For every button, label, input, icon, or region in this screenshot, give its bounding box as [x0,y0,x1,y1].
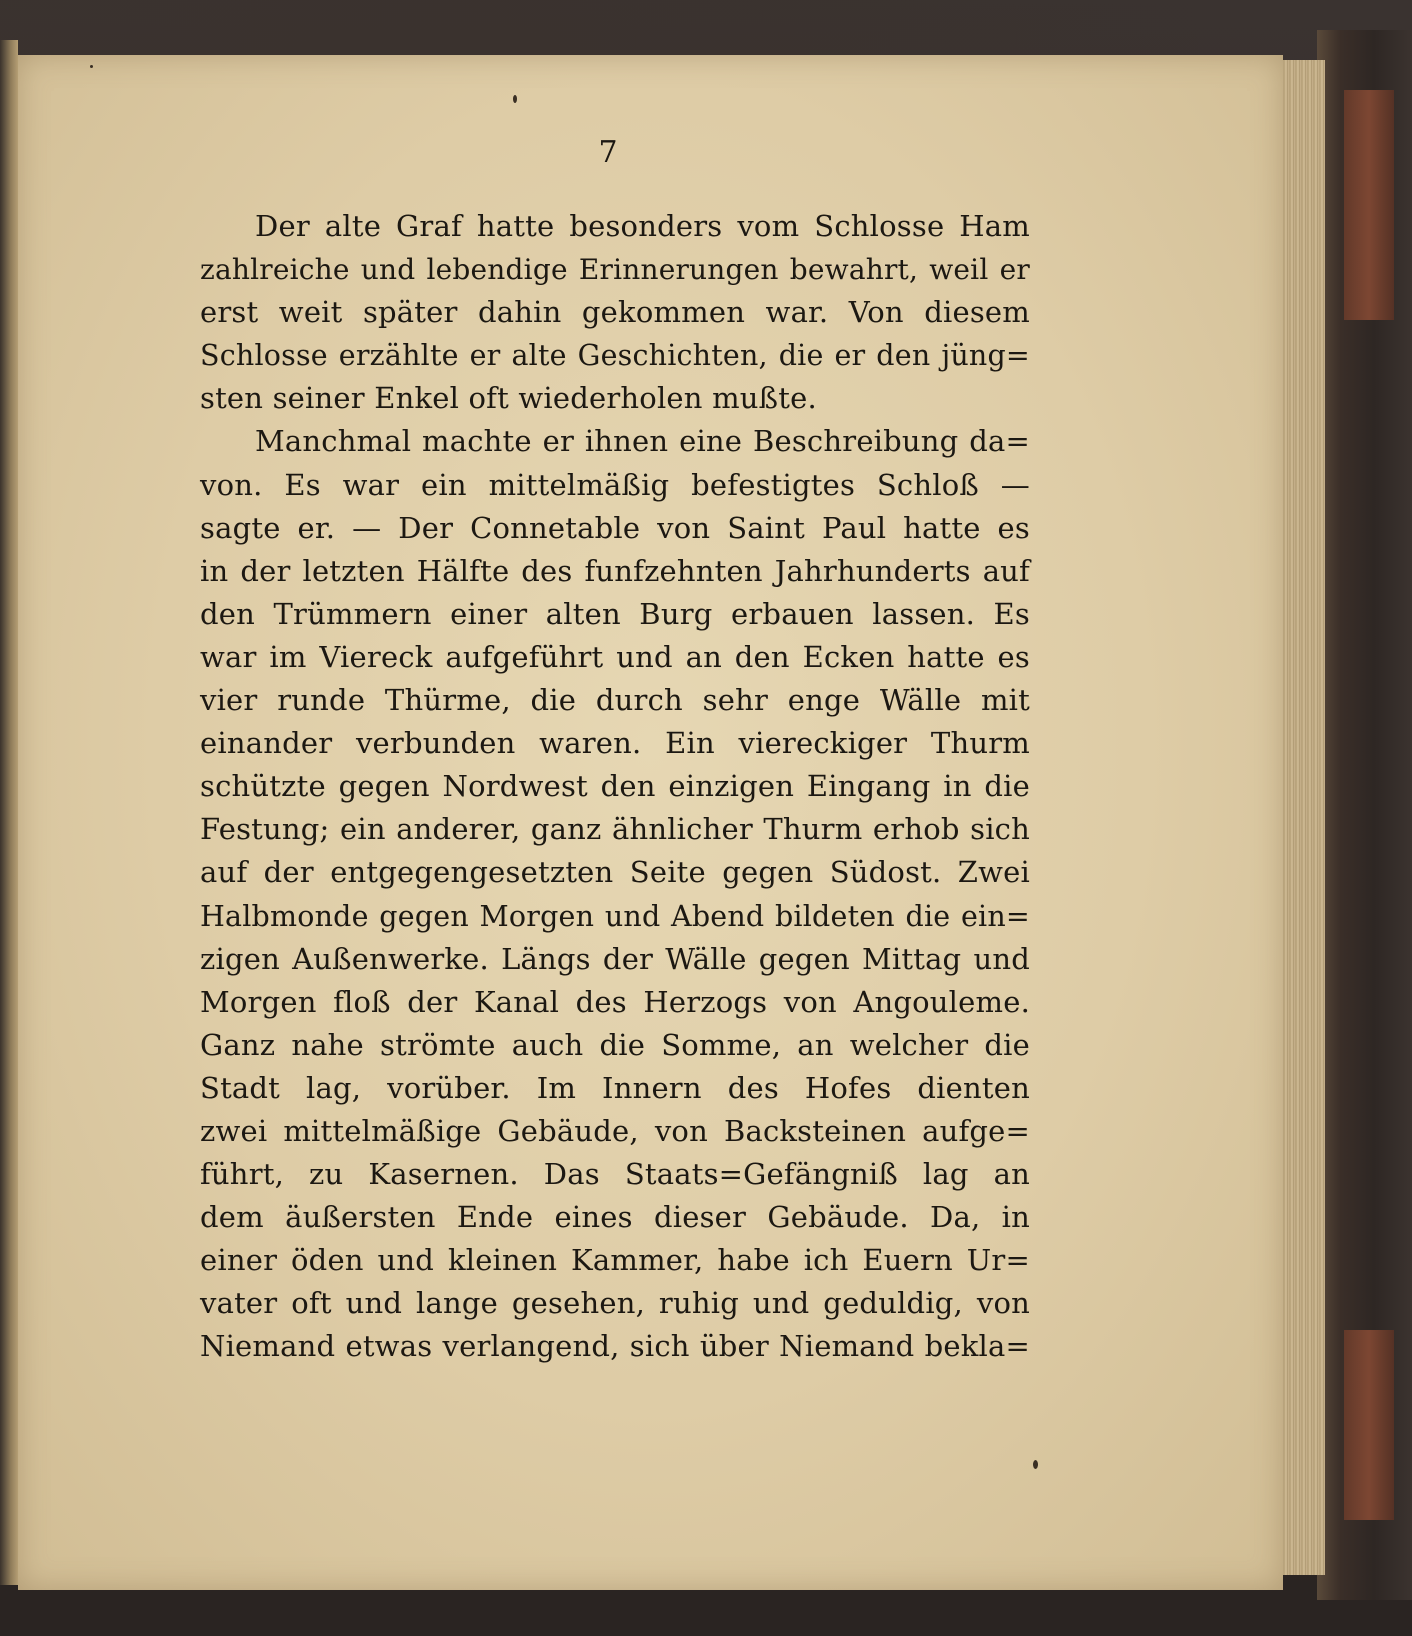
text-line: führt, zu Kasernen. Das Staats=Gefängniß lag an [200,1157,1030,1192]
text-line: einer öden und kleinen Kammer, habe ich Euern Ur= [200,1243,1030,1278]
text-line: in der letzten Hälfte des funfzehnten Jahrhunderts auf [200,553,1030,588]
leather-corner-bottom [1344,1330,1394,1520]
paper-speck [1033,1460,1038,1469]
text-line: vater oft und lange gesehen, ruhig und geduldig, von [200,1286,1030,1321]
text-line: Manchmal machte er ihnen eine Beschreibung da= [255,424,1030,459]
text-line: Halbmonde gegen Morgen und Abend bildeten die ein= [200,899,1030,933]
text-line: erst weit später dahin gekommen war. Von diesem [200,295,1030,330]
text-line: zwei mittelmäßige Gebäude, von Backsteinen aufge= [200,1113,1030,1148]
paper-speck [513,95,517,103]
text-line: Niemand etwas verlangend, sich über Niemand bekla= [200,1329,1030,1364]
text-line: Ganz nahe strömte auch die Somme, an welcher die [200,1027,1030,1062]
text-line: auf der entgegengesetzten Seite gegen Südost. Zwei [200,855,1030,890]
text-line: zigen Außenwerke. Längs der Wälle gegen Mittag und [200,941,1030,976]
text-line: sagte er. — Der Connetable von Saint Paul hatte es [200,510,1030,545]
text-line: sten seiner Enkel oft wiederholen mußte. [200,381,817,416]
text-line: von. Es war ein mittelmäßig befestigtes Schloß — [200,467,1030,502]
text-line: Morgen floß der Kanal des Herzogs von Angouleme. [200,984,1030,1019]
page-number: 7 [598,135,618,170]
left-page-edge [0,40,18,1585]
text-line: Der alte Graf hatte besonders vom Schlosse Ham [255,209,1030,243]
paper-speck [90,65,93,68]
text-line: den Trümmern einer alten Burg erbauen lassen. Es [200,596,1030,631]
text-line: dem äußersten Ende eines dieser Gebäude. Da, in [200,1200,1030,1235]
text-line: Festung; ein anderer, ganz ähnlicher Thurm erhob sich [200,812,1030,847]
text-line: vier runde Thürme, die durch sehr enge Wälle mit [200,683,1030,718]
text-line: zahlreiche und lebendige Erinnerungen bewahrt, weil er [200,253,1030,287]
body-text [200,205,1030,1369]
leather-corner-top [1344,90,1394,320]
book-page [18,55,1283,1590]
text-line: war im Viereck aufgeführt und an den Ecken hatte es [200,639,1030,674]
text-line: Stadt lag, vorüber. Im Innern des Hofes dienten [200,1070,1030,1105]
text-line: Schlosse erzählte er alte Geschichten, die er den jüng= [200,339,1030,373]
book-cover-edge [1317,30,1412,1600]
text-line: schützte gegen Nordwest den einzigen Eingang in die [200,769,1030,804]
text-line: einander verbunden waren. Ein viereckiger Thurm [200,726,1030,761]
